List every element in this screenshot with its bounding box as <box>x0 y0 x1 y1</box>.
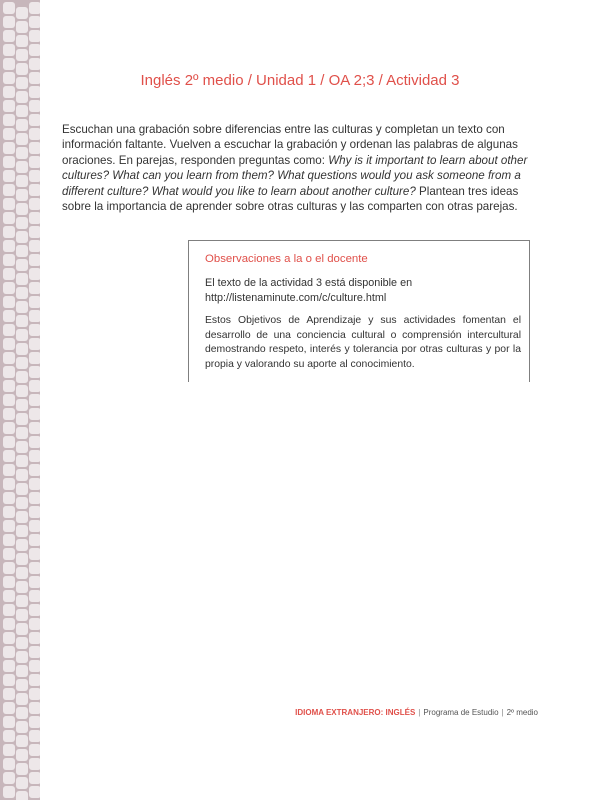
strip-cell <box>16 581 28 593</box>
strip-cell <box>29 450 40 462</box>
strip-cell <box>3 744 15 756</box>
strip-cell <box>29 422 40 434</box>
strip-cell <box>3 492 15 504</box>
strip-cell <box>29 352 40 364</box>
strip-cell <box>29 548 40 560</box>
strip-cell <box>16 77 28 89</box>
strip-cell <box>3 100 15 112</box>
strip-cell <box>29 338 40 350</box>
strip-cell <box>3 30 15 42</box>
strip-cell <box>3 142 15 154</box>
strip-cell <box>29 646 40 658</box>
strip-cell <box>16 693 28 705</box>
strip-cell <box>3 590 15 602</box>
strip-cell <box>3 534 15 546</box>
activity-text-intro: Escuchan una grabación sobre diferencias entre las culturas y completan un texto con información faltante. Vuelven a escuchar la grabación y ordenan las palabras de algunas oraciones. En parejas, responden preguntas como: <box>62 123 518 167</box>
strip-cell <box>3 772 15 784</box>
strip-cell <box>16 455 28 467</box>
strip-cell <box>29 2 40 14</box>
strip-cell <box>16 315 28 327</box>
strip-cell <box>3 562 15 574</box>
strip-cell <box>29 226 40 238</box>
strip-cell <box>3 478 15 490</box>
strip-cell <box>29 408 40 420</box>
strip-cell <box>16 539 28 551</box>
strip-cell <box>16 161 28 173</box>
strip-cell <box>16 245 28 257</box>
strip-cell <box>16 301 28 313</box>
strip-cell <box>29 86 40 98</box>
teacher-notes-link-url[interactable]: http://listenaminute.com/c/culture.html <box>205 292 387 304</box>
strip-cell <box>29 30 40 42</box>
strip-cell <box>3 604 15 616</box>
strip-cell <box>3 436 15 448</box>
strip-cell <box>3 128 15 140</box>
strip-cell <box>3 786 15 798</box>
strip-cell <box>16 63 28 75</box>
strip-cell <box>29 576 40 588</box>
strip-cell <box>16 259 28 271</box>
strip-cell <box>29 730 40 742</box>
strip-cell <box>29 16 40 28</box>
strip-cell <box>3 380 15 392</box>
strip-cell <box>16 91 28 103</box>
strip-cell <box>3 296 15 308</box>
strip-cell <box>29 394 40 406</box>
strip-cell <box>16 441 28 453</box>
strip-cell <box>3 716 15 728</box>
strip-cell <box>29 212 40 224</box>
strip-cell <box>29 72 40 84</box>
strip-cell <box>16 777 28 789</box>
strip-cell <box>3 450 15 462</box>
footer-program: Programa de Estudio <box>423 708 499 717</box>
strip-cell <box>3 170 15 182</box>
strip-cell <box>3 506 15 518</box>
strip-cell <box>3 338 15 350</box>
strip-cell <box>29 520 40 532</box>
strip-cell <box>16 791 28 800</box>
strip-cell <box>16 385 28 397</box>
page-footer <box>295 708 538 717</box>
strip-cell <box>16 7 28 19</box>
strip-cell <box>3 114 15 126</box>
strip-cell <box>16 511 28 523</box>
strip-cell <box>16 21 28 33</box>
strip-cell <box>16 749 28 761</box>
strip-cell <box>16 553 28 565</box>
strip-cell <box>16 49 28 61</box>
strip-cell <box>29 702 40 714</box>
strip-cell <box>29 660 40 672</box>
strip-cell <box>29 632 40 644</box>
strip-cell <box>29 324 40 336</box>
strip-cell <box>29 758 40 770</box>
strip-cell <box>16 665 28 677</box>
strip-cell <box>3 16 15 28</box>
strip-cell <box>16 651 28 663</box>
strip-cell <box>29 674 40 686</box>
strip-cell <box>3 198 15 210</box>
strip-cell <box>29 128 40 140</box>
strip-cell <box>3 58 15 70</box>
strip-cell <box>16 217 28 229</box>
strip-cell <box>16 623 28 635</box>
strip-cell <box>3 394 15 406</box>
strip-cell <box>3 212 15 224</box>
strip-cell <box>29 772 40 784</box>
box-corner-mark <box>188 376 189 382</box>
strip-cell <box>29 282 40 294</box>
strip-cell <box>29 100 40 112</box>
strip-cell <box>29 618 40 630</box>
strip-cell <box>16 483 28 495</box>
strip-cell <box>29 744 40 756</box>
strip-cell <box>3 576 15 588</box>
strip-cell <box>3 366 15 378</box>
decorative-left-strip <box>0 0 40 800</box>
strip-cell <box>16 175 28 187</box>
strip-cell <box>29 44 40 56</box>
strip-cell <box>3 660 15 672</box>
strip-cell <box>16 413 28 425</box>
teacher-notes-link-block <box>205 276 521 306</box>
strip-cell <box>3 352 15 364</box>
strip-cell <box>3 730 15 742</box>
activity-description <box>62 122 540 214</box>
strip-cell <box>29 786 40 798</box>
strip-cell <box>16 133 28 145</box>
strip-cell <box>3 156 15 168</box>
strip-cell <box>3 282 15 294</box>
strip-cell <box>29 478 40 490</box>
strip-cell <box>16 273 28 285</box>
strip-cell <box>29 268 40 280</box>
strip-cell <box>16 469 28 481</box>
strip-cell <box>3 86 15 98</box>
strip-cell <box>29 492 40 504</box>
activity-text-outro: Plantean tres ideas sobre la importancia de aprender sobre otras culturas y las comparten con otras parejas. <box>62 184 519 214</box>
strip-cell <box>16 609 28 621</box>
strip-cell <box>3 72 15 84</box>
strip-cell <box>16 735 28 747</box>
strip-cell <box>3 632 15 644</box>
strip-cell <box>16 399 28 411</box>
strip-cell <box>3 520 15 532</box>
teacher-notes-paragraph: Estos Objetivos de Aprendizaje y sus actividades fomentan el desarrollo de una conciencia cultural o comprensión intercultural demostrando respeto, interés y tolerancia por otras culturas y por la propia y valorando su aporte al conocimiento. <box>205 315 521 370</box>
strip-cell <box>3 226 15 238</box>
activity-questions: Why is it important to learn about other cultures? What can you learn from them? What questions would you ask someone from a different culture? What would you like to learn about another culture? <box>62 153 528 198</box>
strip-cell <box>16 231 28 243</box>
teacher-notes-title: Observaciones a la o el docente <box>205 253 368 265</box>
strip-cell <box>3 422 15 434</box>
strip-cell <box>29 534 40 546</box>
strip-cell <box>29 436 40 448</box>
strip-cell <box>16 567 28 579</box>
strip-cell <box>29 156 40 168</box>
strip-cell <box>16 637 28 649</box>
strip-cell <box>3 688 15 700</box>
strip-cell <box>3 310 15 322</box>
strip-cell <box>16 763 28 775</box>
strip-cell <box>29 464 40 476</box>
strip-cell <box>16 525 28 537</box>
strip-cell <box>29 310 40 322</box>
strip-cell <box>29 142 40 154</box>
strip-cell <box>16 105 28 117</box>
strip-cell <box>29 366 40 378</box>
strip-cell <box>16 721 28 733</box>
strip-cell <box>3 674 15 686</box>
page-title: Inglés 2º medio / Unidad 1 / OA 2;3 / Actividad 3 <box>140 72 460 89</box>
strip-cell <box>29 590 40 602</box>
strip-cell <box>16 497 28 509</box>
teacher-notes-box <box>188 240 530 382</box>
teacher-notes-link-intro: El texto de la actividad 3 está disponible en <box>205 277 413 289</box>
strip-cell <box>3 702 15 714</box>
footer-subject: IDIOMA EXTRANJERO: INGLÉS <box>295 708 416 717</box>
strip-cell <box>16 287 28 299</box>
strip-cell <box>29 198 40 210</box>
strip-cell <box>29 114 40 126</box>
strip-cell <box>29 296 40 308</box>
strip-cell <box>29 380 40 392</box>
footer-separator: | <box>501 708 504 717</box>
strip-cell <box>3 44 15 56</box>
strip-cell <box>3 408 15 420</box>
strip-cell <box>16 329 28 341</box>
footer-separator: | <box>418 708 421 717</box>
strip-cell <box>16 343 28 355</box>
strip-cell <box>16 147 28 159</box>
footer-grade: 2º medio <box>506 708 538 717</box>
strip-cell <box>16 371 28 383</box>
strip-cell <box>3 240 15 252</box>
strip-cell <box>29 506 40 518</box>
strip-cell <box>3 324 15 336</box>
strip-cell <box>3 254 15 266</box>
strip-cell <box>16 357 28 369</box>
strip-cell <box>3 464 15 476</box>
strip-cell <box>16 427 28 439</box>
strip-cell <box>29 688 40 700</box>
strip-cell <box>3 548 15 560</box>
strip-cell <box>16 35 28 47</box>
strip-cell <box>29 604 40 616</box>
strip-cell <box>3 2 15 14</box>
strip-cell <box>3 184 15 196</box>
strip-cell <box>3 618 15 630</box>
strip-cell <box>16 189 28 201</box>
strip-cell <box>29 184 40 196</box>
strip-cell <box>29 240 40 252</box>
strip-cell <box>16 119 28 131</box>
strip-cell <box>29 58 40 70</box>
strip-cell <box>3 646 15 658</box>
strip-cell <box>29 170 40 182</box>
strip-cell <box>16 679 28 691</box>
strip-cell <box>29 254 40 266</box>
strip-cell <box>3 758 15 770</box>
strip-cell <box>29 562 40 574</box>
strip-cell <box>3 268 15 280</box>
strip-cell <box>16 203 28 215</box>
strip-cell <box>29 716 40 728</box>
strip-cell <box>16 595 28 607</box>
strip-cell <box>16 707 28 719</box>
